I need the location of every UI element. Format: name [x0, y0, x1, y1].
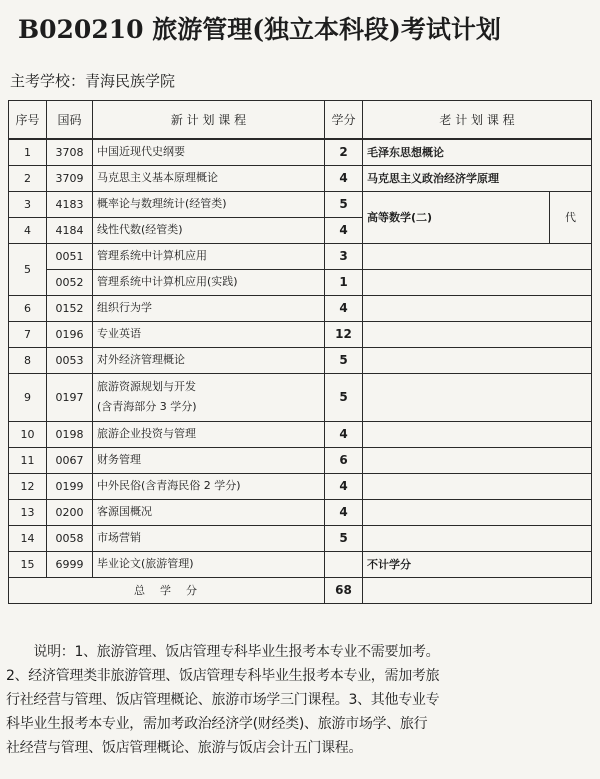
- table-row: [9, 165, 592, 191]
- note-line: 科毕业生报考本专业，需加考政治经济学(财经类)、旅游市场学、旅行: [6, 716, 428, 732]
- row-old-course: [363, 525, 592, 551]
- row-code: 0067: [47, 447, 93, 473]
- row-course: 财务管理: [93, 447, 325, 473]
- row-code: 0198: [47, 421, 93, 447]
- row-seq: 10: [9, 421, 47, 447]
- row-course: 概率论与数理统计(经管类): [93, 191, 325, 217]
- row-credit: 6: [325, 447, 363, 473]
- row-course: 对外经济管理概论: [93, 347, 325, 373]
- row-seq: 8: [9, 347, 47, 373]
- total-old-course: [363, 577, 592, 603]
- total-row: [9, 577, 592, 603]
- row-course: 客源国概况: [93, 499, 325, 525]
- table-row: [9, 191, 592, 217]
- page-title: B020210 旅游管理(独立本科段)考试计划: [18, 15, 501, 44]
- row-code: 0196: [47, 321, 93, 347]
- row-seq: 11: [9, 447, 47, 473]
- row-seq: 1: [9, 139, 47, 165]
- row-credit: 2: [325, 139, 363, 165]
- row-course: 组织行为学: [93, 295, 325, 321]
- table-row: [9, 499, 592, 525]
- row-old-course: [363, 243, 592, 269]
- row-code: 0051: [47, 243, 93, 269]
- row-code: 0058: [47, 525, 93, 551]
- table-row: [9, 551, 592, 577]
- note-line: 行社经营与管理、饭店管理概论、旅游市场学三门课程。3、其他专业专: [6, 692, 440, 708]
- row-old-course: [363, 373, 592, 421]
- row-seq: 4: [9, 217, 47, 243]
- row-course: [93, 373, 325, 421]
- row-course: 线性代数(经管类): [93, 217, 325, 243]
- row-course: 市场营销: [93, 525, 325, 551]
- row-code: 0053: [47, 347, 93, 373]
- row-old-course: [363, 473, 592, 499]
- row-credit: 5: [325, 347, 363, 373]
- row-credit: 5: [325, 191, 363, 217]
- row-course-line2: (含青海部分 3 学分): [97, 400, 197, 413]
- table-row: [9, 139, 592, 165]
- row-course-line1: 旅游资源规划与开发: [97, 380, 196, 393]
- row-seq: 6: [9, 295, 47, 321]
- header-new-course: 新 计 划 课 程: [93, 101, 325, 140]
- row-course: 管理系统中计算机应用: [93, 243, 325, 269]
- row-credit: 4: [325, 295, 363, 321]
- row-old-course: [363, 421, 592, 447]
- row-seq: 12: [9, 473, 47, 499]
- row-credit: 3: [325, 243, 363, 269]
- total-label: 总 学 分: [9, 577, 325, 603]
- row-old-course: [363, 269, 592, 295]
- row-code: 6999: [47, 551, 93, 577]
- header-old-course: 老 计 划 课 程: [363, 101, 592, 140]
- note-line: 社经营与管理、饭店管理概论、旅游与饭店会计五门课程。: [6, 740, 363, 756]
- table-row: [9, 295, 592, 321]
- row-seq: 15: [9, 551, 47, 577]
- row-credit: 4: [325, 217, 363, 243]
- table-row: [9, 321, 592, 347]
- row-credit: 4: [325, 499, 363, 525]
- row-seq: 7: [9, 321, 47, 347]
- table-row: [9, 421, 592, 447]
- row-old-course: [363, 447, 592, 473]
- row-course: 中国近现代史纲要: [93, 139, 325, 165]
- exam-plan-table: [8, 100, 592, 604]
- row-course: 管理系统中计算机应用(实践): [93, 269, 325, 295]
- table-row: [9, 269, 592, 295]
- row-code: 3708: [47, 139, 93, 165]
- table-row: [9, 347, 592, 373]
- table-row: [9, 243, 592, 269]
- row-credit: [325, 551, 363, 577]
- table-row: [9, 447, 592, 473]
- row-old-course: 马克思主义政治经济学原理: [363, 165, 592, 191]
- row-course: 专业英语: [93, 321, 325, 347]
- row-credit: 5: [325, 525, 363, 551]
- row-old-course: [363, 499, 592, 525]
- header-code: 国码: [47, 101, 93, 140]
- row-seq: 14: [9, 525, 47, 551]
- row-code: 4184: [47, 217, 93, 243]
- row-credit: 5: [325, 373, 363, 421]
- row-code: 3709: [47, 165, 93, 191]
- substitute-mark: [550, 191, 592, 243]
- table-row: [9, 473, 592, 499]
- note-line: 2、经济管理类非旅游管理、饭店管理专科毕业生报考本专业，需加考旅: [6, 668, 440, 684]
- row-course: 中外民俗(含青海民俗 2 学分): [93, 473, 325, 499]
- row-code: 0197: [47, 373, 93, 421]
- row-old-course: 不计学分: [363, 551, 592, 577]
- row-course: 马克思主义基本原理概论: [93, 165, 325, 191]
- row-code: 0152: [47, 295, 93, 321]
- header-credit: 学分: [325, 101, 363, 140]
- total-credit: 68: [325, 577, 363, 603]
- row-old-course: [363, 295, 592, 321]
- explanation-note: [6, 640, 592, 760]
- row-seq: 5: [9, 243, 47, 295]
- row-code: 0199: [47, 473, 93, 499]
- row-old-course: [363, 321, 592, 347]
- row-old-course: 高等数学(二): [363, 191, 550, 243]
- row-course: 旅游企业投资与管理: [93, 421, 325, 447]
- row-seq: 2: [9, 165, 47, 191]
- row-credit: 4: [325, 473, 363, 499]
- row-seq: 9: [9, 373, 47, 421]
- row-credit: 4: [325, 421, 363, 447]
- table-row: [9, 525, 592, 551]
- row-seq: 13: [9, 499, 47, 525]
- table-header-row: [9, 101, 592, 140]
- row-code: 0200: [47, 499, 93, 525]
- header-seq: 序号: [9, 101, 47, 140]
- table-row: [9, 373, 592, 421]
- row-credit: 1: [325, 269, 363, 295]
- row-course: 毕业论文(旅游管理): [93, 551, 325, 577]
- row-code: 4183: [47, 191, 93, 217]
- row-credit: 4: [325, 165, 363, 191]
- school-label: 主考学校：青海民族学院: [10, 72, 176, 90]
- row-seq: 3: [9, 191, 47, 217]
- row-credit: 12: [325, 321, 363, 347]
- row-old-course: 毛泽东思想概论: [363, 139, 592, 165]
- substitute-label: 代: [565, 210, 576, 224]
- row-code: 0052: [47, 269, 93, 295]
- note-line: 说明：1、旅游管理、饭店管理专科毕业生报考本专业不需要加考。: [6, 644, 440, 660]
- row-old-course: [363, 347, 592, 373]
